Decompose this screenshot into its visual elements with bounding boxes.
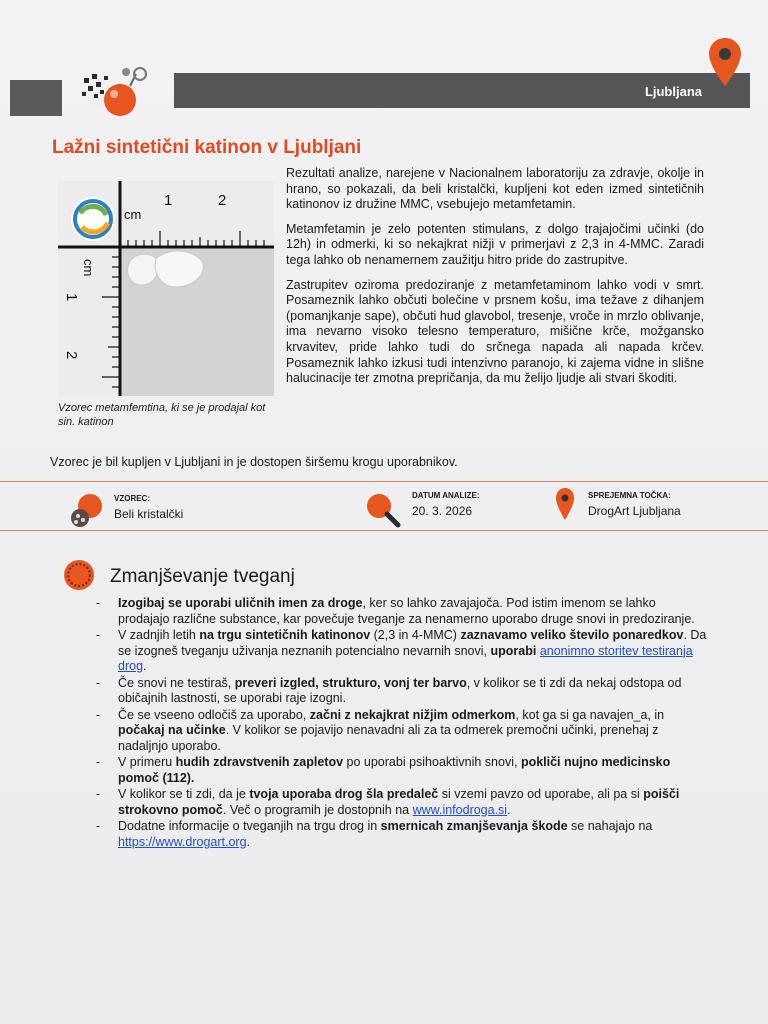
header-left-block [10, 80, 62, 116]
ruler-photo-graphic [58, 181, 274, 396]
ruler-cm-side: cm [81, 259, 96, 277]
ruler-tick-2-top: 2 [218, 192, 227, 209]
infodroga-link[interactable]: www.infodroga.si [412, 802, 508, 817]
location-header-bar [174, 73, 750, 108]
sample-label: VZOREC: [114, 494, 150, 503]
photo-caption: Vzorec metamfemtina, ki se je prodajal kot sin. katinon [58, 402, 266, 428]
tip-4-bold-b: počakaj na učinke [118, 723, 226, 737]
sample-info [114, 494, 183, 521]
ruler-tick-1-top: 1 [164, 192, 173, 209]
tip-2-bold-b: zaznavamo veliko število ponaredkov [460, 628, 684, 642]
tip-7-text-b: se nahajajo na [567, 819, 653, 833]
tip-4-text-b: , kot ga si ga navajen_a, in [515, 707, 665, 722]
article-body [286, 166, 704, 396]
drop-point-value: DrogArt Ljubljana [588, 504, 681, 518]
article-paragraph-3: Zastrupitev oziroma predoziranje z metamfetaminom lahko vodi v smrt. Posameznik lahko občuti bolečine v prsnem košu, ima težave z dihanjem (pomanjkanje sape), občuti hud glavobol, tresenje, vroče in mrzlo oblivanje, ima nevarno visoko telesno temperaturo, mišične krče, možgansko krvavitev, pride lahko tudi do srčnega napada ali napada krčev. Posameznik lahko izkusi tudi intenzivno paranojo, ki zajema vidne in slišne halucinacije ter zmotna prepričanja, da mu želijo ljudje ali stvari škoditi. [286, 277, 704, 386]
sample-value: Beli kristalčki [114, 507, 184, 521]
magnifier-icon [362, 490, 404, 530]
tip-3-bold: preveri izgled, strukturo, vonj ter barvo [234, 675, 467, 690]
tip-6-text-d: . [507, 802, 511, 817]
article-title: Lažni sintetični katinon v Ljubljani [52, 137, 362, 158]
tip-7-text-c: . [246, 834, 251, 849]
tip-6-bold-a: tvoja uporaba drog šla predaleč [249, 787, 439, 801]
tip-4 [90, 708, 710, 755]
tip-6-bold-b: poišči strokovno pomoč [118, 787, 680, 817]
ruler-cm-top: cm [124, 207, 142, 222]
harm-reduction-title: Zmanjševanje tveganj [110, 566, 295, 587]
tip-2-text-b: (2,3 in 4-MMC) [370, 628, 461, 642]
tip-4-text-a: Če se vseeno odločiš za uporabo, [118, 707, 310, 722]
tip-3-text-b: , v kolikor se ti zdi da nekaj odstopa od običajnih lastnosti, se uporabi raje izogni. [118, 675, 682, 705]
map-pin-icon [706, 36, 744, 90]
tip-5-bold-a: hudih zdravstvenih zapletov [175, 755, 344, 769]
tip-1-text: , ker so lahko zavajajoča. Pod istim imenom se lahko prodajajo različne substance, kar povečuje tveganje za nenamerno uporabo druge snovi in predoziranje. [118, 596, 695, 626]
tip-6-text-c: . Več o programih je dostopnih na [222, 802, 413, 817]
tip-4-text-c: . V kolikor se pojavijo nenavadni ali za ta odmerek premočni učinki, prenehaj z nadaljnjo uporabo. [118, 723, 659, 753]
tip-5-text-a: V primeru [118, 755, 176, 769]
tip-3-text-a: Če snovi ne testiraš, [118, 675, 235, 690]
tip-5-text-b: po uporabi psihoaktivnih snovi, [343, 755, 521, 769]
ruler-tick-1-side: 1 [63, 293, 80, 302]
tip-6-text-a: V kolikor se ti zdi, da je [118, 787, 250, 801]
tip-2-bold-a: na trgu sintetičnih katinonov [199, 628, 371, 642]
tip-2-text-d: . [143, 659, 147, 673]
tip-7 [90, 819, 710, 850]
tip-2-bold-c: uporabi [490, 643, 537, 658]
tip-5-bold-b: pokliči nujno medicinsko pomoč (112). [118, 755, 671, 785]
date-value: 20. 3. 2026 [412, 504, 473, 518]
tip-1 [90, 596, 710, 627]
article-paragraph-2: Metamfetamin je zelo potenten stimulans, z dolgo trajajočimi učinki (do 12h) in odmerki, ki so nekajkrat nižji v primerjavi z 2,3 in 4-MMC. Zaradi tega lahko ob nenamernem zaužitju hitro pride do zastrupitve. [286, 221, 704, 267]
ruler-tick-2-side: 2 [63, 351, 80, 360]
tip-6-text-b: si vzemi pavzo od uporabe, ali pa si [438, 787, 644, 801]
date-label: DATUM ANALIZE: [412, 491, 480, 500]
tip-4-bold-a: začni z nekajkrat nižjim odmerkom [309, 707, 516, 722]
article-paragraph-1: Rezultati analize, narejene v Nacionalnem laboratoriju za zdravje, okolje in hrano, so pokazali, da beli kristalčki, kupljeni kot eden izmed sintetičnih katinonov iz družine MMC, vsebujejo metamfetamin. [286, 166, 704, 212]
tip-7-text-a: Dodatne informacije o tveganjih na trgu drog in [118, 819, 381, 833]
sample-icon [68, 492, 106, 528]
tip-5 [90, 755, 710, 786]
tip-1-bold: Izogibaj se uporabi uličnih imen za droge [118, 596, 363, 610]
tip-6 [90, 787, 710, 818]
sample-photo [58, 181, 274, 396]
tip-2-text-a: V zadnjih letih [118, 628, 200, 642]
drogart-logo [80, 64, 152, 122]
harm-reduction-icon [62, 558, 96, 592]
tip-2 [90, 628, 710, 675]
tip-2-text-c: . Da se izogneš tveganju uživanja neznanih potencialno nevarnih snovi, [118, 628, 707, 658]
tip-3 [90, 676, 710, 707]
drop-point-pin-icon [554, 486, 576, 526]
harm-reduction-list [90, 596, 710, 851]
tip-7-bold: smernicah zmanjševanja škode [380, 819, 568, 833]
availability-note: Vzorec je bil kupljen v Ljubljani in je dostopen širšemu krogu uporabnikov. [50, 455, 458, 469]
date-info [412, 491, 480, 518]
info-strip [0, 481, 768, 531]
drop-point-info [588, 491, 681, 518]
drop-point-label: SPREJEMNA TOČKA: [588, 491, 671, 500]
nlzoh-logo [71, 197, 115, 241]
testing-service-link[interactable]: anonimno storitev testiranja drog [118, 643, 693, 673]
drogart-link[interactable]: https://www.drogart.org [118, 834, 247, 849]
location-label: Ljubljana [644, 84, 702, 99]
